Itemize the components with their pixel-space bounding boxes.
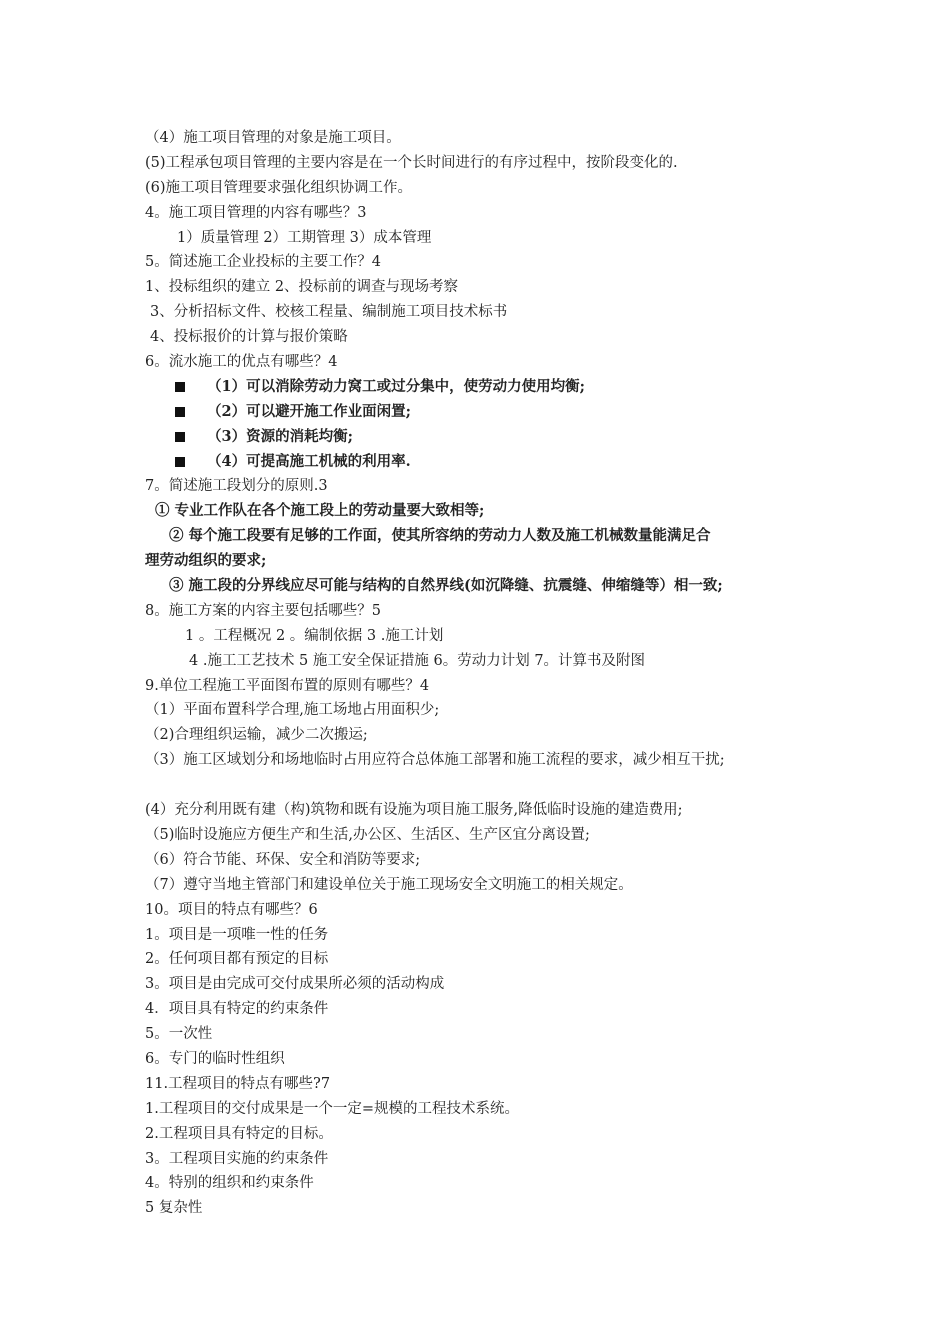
question-heading: 6。流水施工的优点有哪些？4 <box>145 354 338 371</box>
text-line: 3、分析招标文件、校核工程量、编制施工项目技术标书 <box>150 304 508 321</box>
bullet-text: （1）可以消除劳动力窝工或过分集中，使劳动力使用均衡; <box>207 377 585 395</box>
question-heading: 4。施工项目管理的内容有哪些？3 <box>145 204 367 221</box>
text-line: 2。任何项目都有预定的目标 <box>145 951 329 968</box>
question-heading: 11.工程项目的特点有哪些?7 <box>145 1075 331 1092</box>
text-line: 4．项目具有特定的约束条件 <box>145 1001 329 1018</box>
text-line: 5 复杂性 <box>145 1200 203 1217</box>
text-line: 1.工程项目的交付成果是一个一定=规模的工程技术系统。 <box>145 1100 519 1117</box>
text-line: （4）施工项目管理的对象是施工项目。 <box>145 130 401 146</box>
text-line: 6。专门的临时性组织 <box>145 1050 285 1067</box>
text-line: 1。项目是一项唯一性的任务 <box>145 926 329 943</box>
blank-line <box>145 773 835 798</box>
text-line: （7）遵守当地主管部门和建设单位关于施工现场安全文明施工的相关规定。 <box>145 876 633 893</box>
text-line: （6）符合节能、环保、安全和消防等要求; <box>145 851 421 868</box>
text-line: 1、投标组织的建立 2、投标前的调查与现场考察 <box>145 279 459 296</box>
text-line: ② 每个施工段要有足够的工作面，使其所容纳的劳动力人数及施工机械数量能满足合 <box>169 527 711 545</box>
document-body <box>145 126 835 1221</box>
text-line: (5)工程承包项目管理的主要内容是在一个长时间进行的有序过程中，按阶段变化的. <box>145 154 678 171</box>
text-line: （3）施工区域划分和场地临时占用应符合总体施工部署和施工流程的要求，减少相互干扰; <box>145 752 725 769</box>
text-line: ③ 施工段的分界线应尽可能与结构的自然界线(如沉降缝、抗震缝、伸缩缝等）相一致; <box>169 577 723 595</box>
text-line: (4）充分利用既有建（构)筑物和既有设施为项目施工服务,降低临时设施的建造费用; <box>145 802 683 819</box>
question-heading: 8。施工方案的内容主要包括哪些？5 <box>145 602 381 619</box>
text-line: （1）平面布置科学合理,施工场地占用面积少; <box>145 702 440 719</box>
text-line: （2)合理组织运输，减少二次搬运; <box>145 727 368 744</box>
text-line: 理劳动组织的要求; <box>145 552 267 570</box>
bullet-item <box>145 400 835 425</box>
bullet-text: （3）资源的消耗均衡; <box>207 427 353 445</box>
bullet-item <box>145 450 835 475</box>
text-line: 4。特别的组织和约束条件 <box>145 1175 314 1192</box>
text-line: 1）质量管理 2）工期管理 3）成本管理 <box>177 229 432 246</box>
question-heading: 7。简述施工段划分的原则.3 <box>145 478 328 495</box>
text-line: (6)施工项目管理要求强化组织协调工作。 <box>145 179 413 196</box>
black-square-bullet-icon <box>175 432 185 442</box>
bullet-text: （2）可以避开施工作业面闲置; <box>207 402 411 420</box>
bullet-text: （4）可提高施工机械的利用率. <box>207 452 411 470</box>
text-line: 1 。工程概况 2 。编制依据 3 .施工计划 <box>185 627 444 644</box>
text-line: （5)临时设施应方便生产和生活,办公区、生活区、生产区宜分离设置; <box>145 826 590 843</box>
text-line: 4 .施工工艺技术 5 施工安全保证措施 6。劳动力计划 7。计算书及附图 <box>189 652 646 669</box>
text-line: ① 专业工作队在各个施工段上的劳动量要大致相等; <box>155 502 485 520</box>
black-square-bullet-icon <box>175 407 185 417</box>
text-line: 4、投标报价的计算与报价策略 <box>150 329 348 346</box>
black-square-bullet-icon <box>175 457 185 467</box>
question-heading: 10。项目的特点有哪些？6 <box>145 901 318 918</box>
black-square-bullet-icon <box>175 382 185 392</box>
question-heading: 9.单位工程施工平面图布置的原则有哪些？4 <box>145 677 430 694</box>
bullet-item <box>145 425 835 450</box>
bullet-item <box>145 375 835 400</box>
text-line: 3。工程项目实施的约束条件 <box>145 1150 329 1167</box>
text-line: 5。一次性 <box>145 1026 213 1043</box>
question-heading: 5。简述施工企业投标的主要工作？4 <box>145 254 381 271</box>
text-line: 3。项目是由完成可交付成果所必须的活动构成 <box>145 976 445 993</box>
text-line: 2.工程项目具有特定的目标。 <box>145 1125 333 1142</box>
